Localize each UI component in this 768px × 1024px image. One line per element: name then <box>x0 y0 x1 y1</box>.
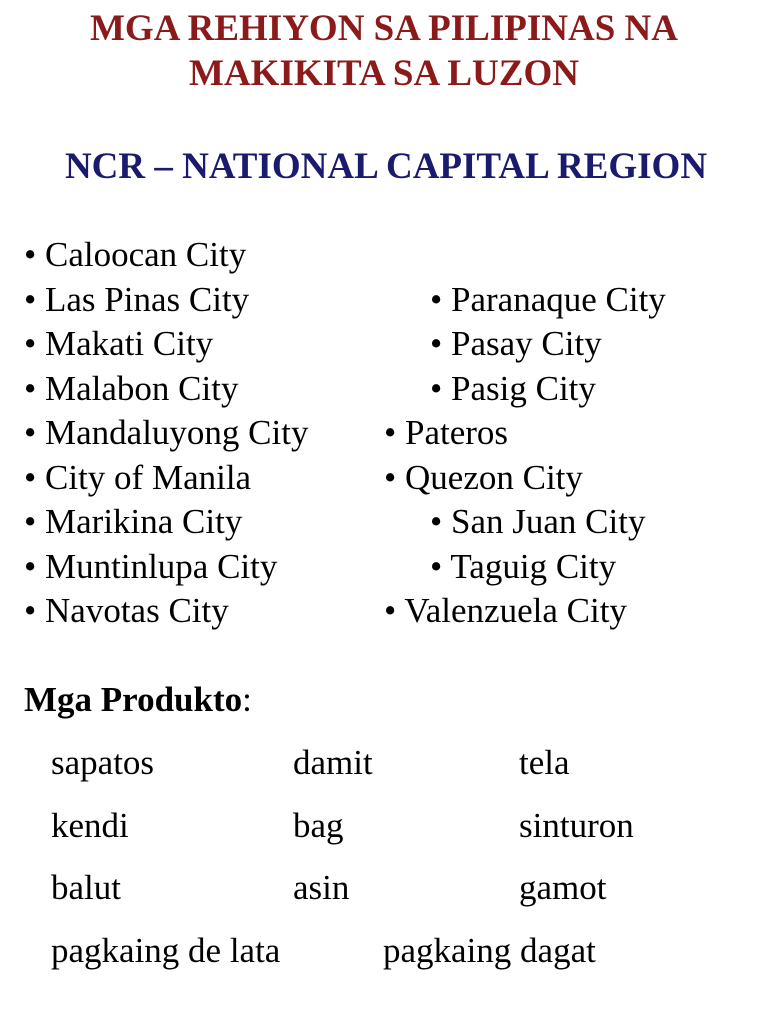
list-item: • San Juan City <box>430 502 646 541</box>
list-item: • Taguig City <box>430 547 617 586</box>
list-item: • Caloocan City <box>24 235 247 274</box>
list-item: • Las Pinas City <box>24 280 250 319</box>
list-item: • Valenzuela City <box>384 591 627 630</box>
product-item: balut <box>51 868 121 907</box>
list-item: • Pasig City <box>430 369 596 408</box>
page-title-line-1: MGA REHIYON SA PILIPINAS NA <box>90 8 678 49</box>
list-item: • Pasay City <box>430 324 602 363</box>
product-item: kendi <box>51 806 129 845</box>
product-item: sinturon <box>519 806 634 845</box>
list-item: • Pateros <box>384 413 509 452</box>
list-item: • Makati City <box>24 324 214 363</box>
list-item: • Marikina City <box>24 502 243 541</box>
list-item: • Malabon City <box>24 369 239 408</box>
product-item: asin <box>293 868 350 907</box>
list-item: • Navotas City <box>24 591 229 630</box>
list-item: • Mandaluyong City <box>24 413 309 452</box>
products-heading <box>24 678 252 722</box>
list-item: • City of Manila <box>24 458 252 497</box>
page-title <box>0 6 768 96</box>
product-item: damit <box>293 743 373 782</box>
product-item: pagkaing de lata <box>51 931 281 970</box>
product-item: gamot <box>519 868 607 907</box>
list-item: • Muntinlupa City <box>24 547 278 586</box>
products-heading-label: Mga Produkto <box>24 680 243 719</box>
region-heading: NCR – NATIONAL CAPITAL REGION <box>64 146 708 187</box>
product-item: tela <box>519 743 570 782</box>
product-item: pagkaing dagat <box>383 931 596 970</box>
list-item: • Paranaque City <box>430 280 666 319</box>
product-item: bag <box>293 806 344 845</box>
products-heading-colon: : <box>242 680 252 719</box>
list-item: • Quezon City <box>384 458 583 497</box>
page-title-line-2: MAKIKITA SA LUZON <box>189 53 579 94</box>
product-item: sapatos <box>51 743 155 782</box>
